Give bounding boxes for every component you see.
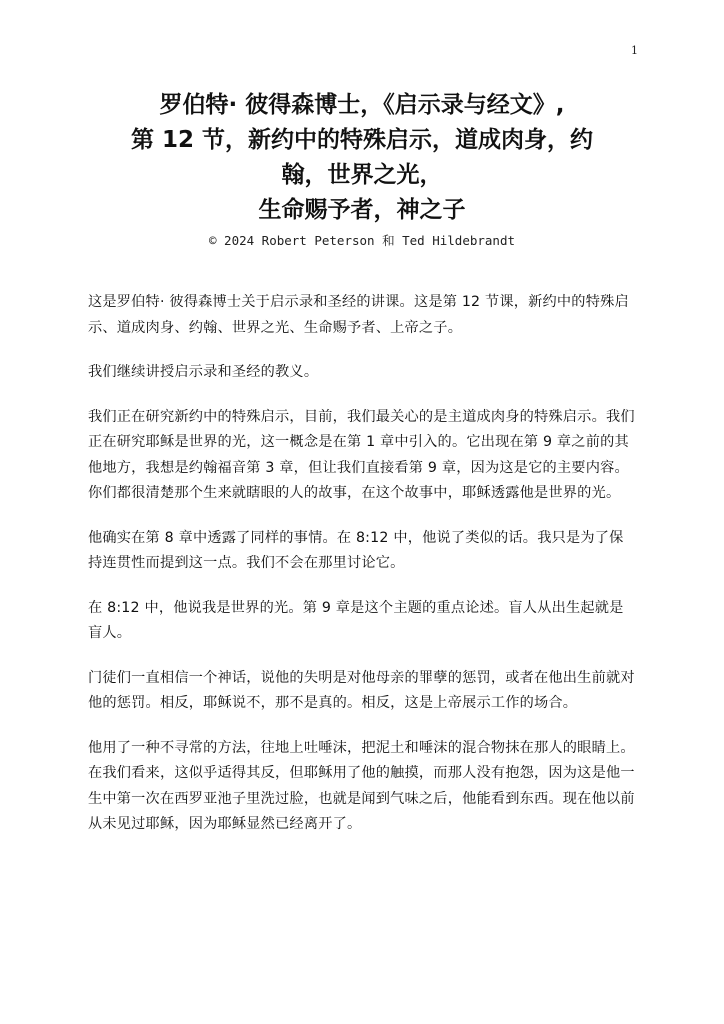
paragraph: 他确实在第 8 章中透露了同样的事情。在 8:12 中，他说了类似的话。我只是为了保持连贯性而提到这一点。我们不会在那里讨论它。 <box>88 529 624 571</box>
title-line-2: 第 12 节，新约中的特殊启示，道成肉身，约 <box>130 127 594 153</box>
paragraph: 我们继续讲授启示录和圣经的教义。 <box>88 364 319 380</box>
document-body <box>88 290 636 857</box>
title-block <box>80 88 644 252</box>
paragraph: 门徒们一直相信一个神话，说他的失明是对他母亲的罪孽的惩罚，或者在他出生前就对他的惩罚。相反，耶稣说不，那不是真的。相反，这是上帝展示工作的场合。 <box>88 669 635 711</box>
paragraph: 这是罗伯特· 彼得森博士关于启示录和圣经的讲课。这是第 12 节课，新约中的特殊启示、道成肉身、约翰、世界之光、生命赐予者、上帝之子。 <box>88 294 629 336</box>
paragraph: 我们正在研究新约中的特殊启示，目前，我们最关心的是主道成肉身的特殊启示。我们正在研究耶稣是世界的光，这一概念是在第 1 章中引入的。它出现在第 9 章之前的其他地方，我想是约翰福音第 3 章，但让我们直接看第 9 章，因为这是它的主要内容。你们都很清楚那个生来就瞎眼的人的故事，在这个故事中，耶稣透露他是世界的光。 <box>88 408 635 501</box>
title-line-3: 翰，世界之光， <box>281 162 443 188</box>
paragraph: 在 8:12 中，他说我是世界的光。第 9 章是这个主题的重点论述。盲人从出生起就是盲人。 <box>88 599 624 641</box>
title-line-4: 生命赐予者，神之子 <box>258 197 466 223</box>
copyright-line: © 2024 Robert Peterson 和 Ted Hildebrandt <box>209 233 515 248</box>
title-line-1: 罗伯特· 彼得森博士，《启示录与经文》, <box>159 92 565 118</box>
page-number: 1 <box>631 44 638 57</box>
paragraph: 他用了一种不寻常的方法，往地上吐唾沫，把泥土和唾沫的混合物抹在那人的眼睛上。在我们看来，这似乎适得其反，但耶稣用了他的触摸，而那人没有抱怨，因为这是他一生中第一次在西罗亚池子里洗过脸，也就是闻到气味之后，他能看到东西。现在他以前从未见过耶稣，因为耶稣显然已经离开了。 <box>88 739 635 832</box>
